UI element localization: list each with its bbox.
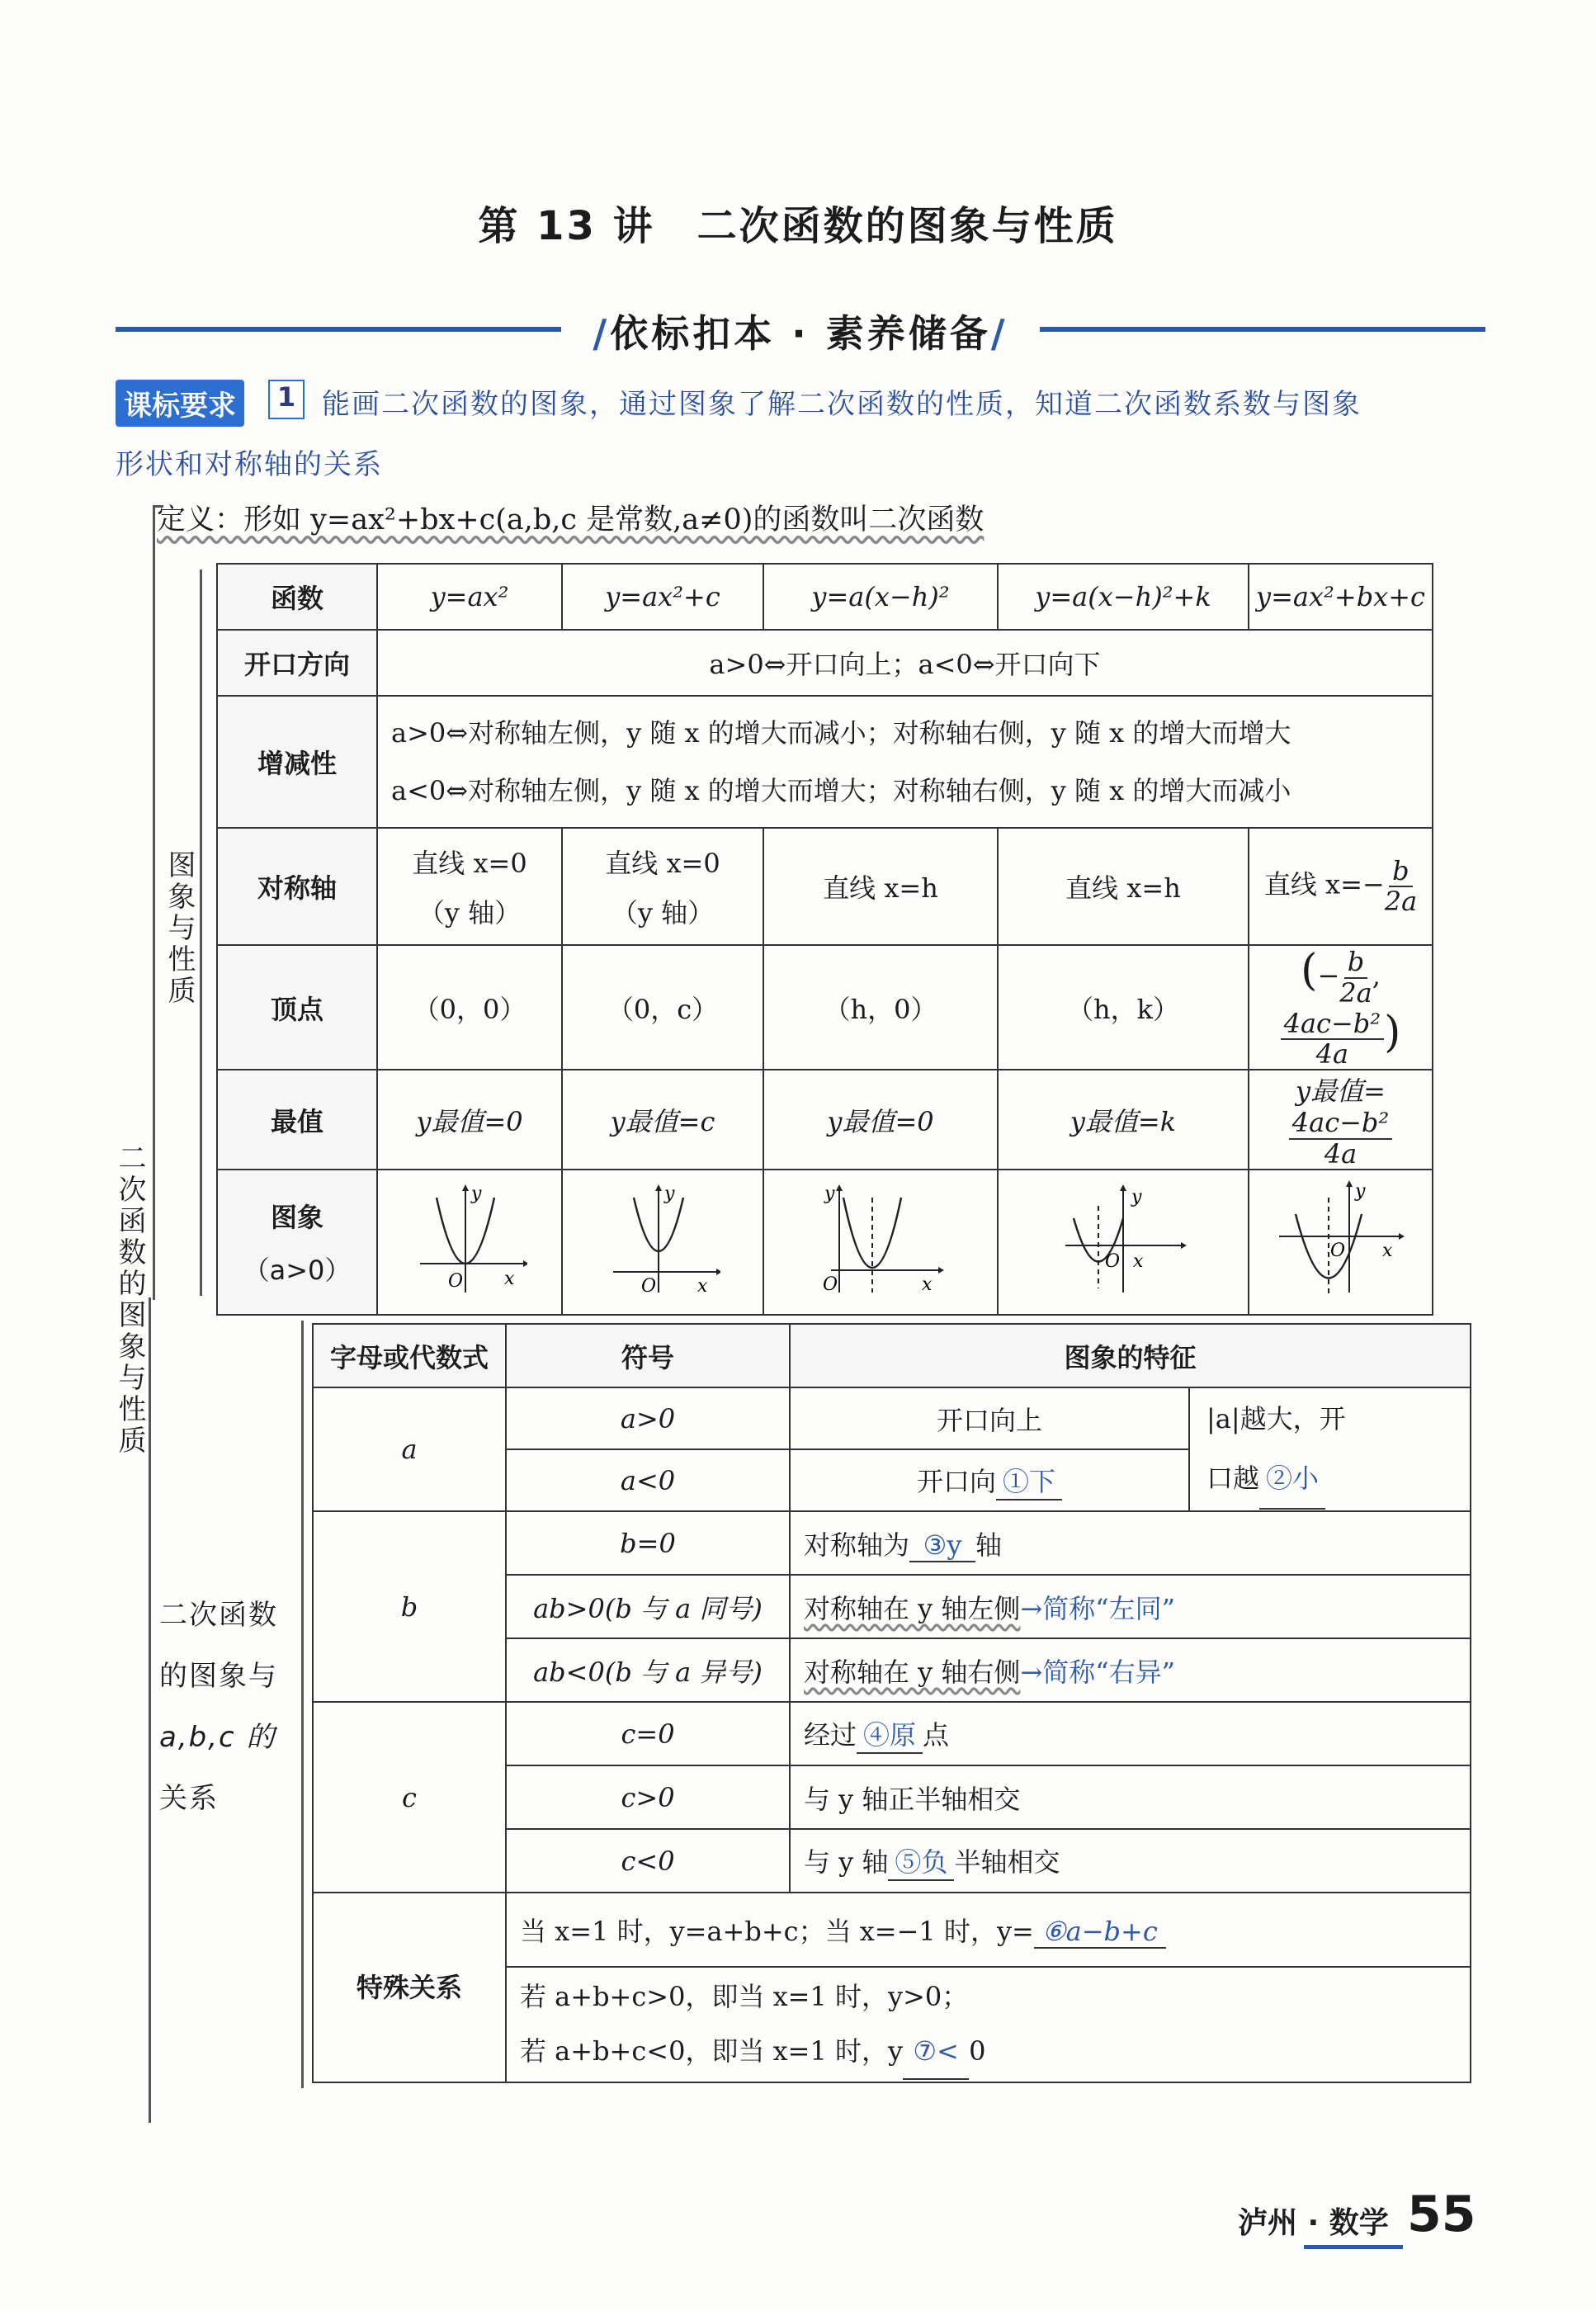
svg-text:O: O [448, 1270, 464, 1292]
b-feature-3 [790, 1638, 1471, 1702]
svg-text:x: x [1381, 1240, 1392, 1261]
answer-1: ①下 [996, 1461, 1062, 1500]
svg-text:x: x [697, 1275, 708, 1297]
coefficient-table [312, 1323, 1471, 2083]
b-feature-2-text: 对称轴在 y 轴左侧 [804, 1592, 1021, 1624]
open-text: a>0⇔开口向上；a<0⇔开口向下 [377, 630, 1433, 696]
th-axis: 对称轴 [217, 828, 377, 945]
extreme-3: y最值=0 [763, 1070, 998, 1169]
answer-7: ⑦< [903, 2024, 969, 2080]
extreme-frac-n: 4ac−b² [1289, 1108, 1392, 1139]
special-row-1 [506, 1893, 1471, 1967]
coef-label-1: 二次函数 [159, 1599, 278, 1632]
special-3-tail: 0 [969, 2035, 986, 2067]
b-sign-2: ab>0(b 与 a 同号) [506, 1575, 790, 1638]
c-feature-3-tail: 半轴相交 [954, 1845, 1060, 1878]
c-sign-1: c=0 [506, 1702, 790, 1765]
a-feature-1: 开口向上 [790, 1387, 1189, 1449]
special-1-text: 当 x=1 时，y=a+b+c；当 x=−1 时，y= [520, 1916, 1034, 1947]
axis-2-sub: （y 轴） [611, 897, 715, 929]
brace-props [200, 569, 207, 1296]
section-banner: /依标扣本 · 素养储备/ [561, 304, 1040, 358]
row-c: c [313, 1702, 506, 1893]
graph-1 [377, 1170, 562, 1315]
label-graph-props: 图象与性质 [163, 850, 196, 1007]
th-extreme: 最值 [217, 1070, 377, 1169]
coef-label-3: a,b,c 的 [159, 1721, 276, 1754]
axis-1 [377, 828, 562, 945]
parabola-graph-4 [1057, 1181, 1189, 1297]
svg-text:O: O [641, 1275, 657, 1297]
answer-3: ③y [909, 1529, 975, 1562]
vertex-1: （0，0） [377, 945, 562, 1070]
th-feature: 图象的特征 [790, 1324, 1471, 1387]
b-sign-1: b=0 [506, 1511, 790, 1575]
func-4: y=a(x−h)²+k [998, 564, 1249, 630]
parabola-graph-1 [412, 1181, 527, 1297]
parabola-graph-5 [1271, 1177, 1411, 1301]
th-graph [217, 1170, 377, 1315]
th-letter: 字母或代数式 [313, 1324, 506, 1387]
vertex-frac-n2: 4ac−b² [1281, 1009, 1384, 1040]
monotonic-line-1: a>0⇔对称轴左侧，y 随 x 的增大而减小；对称轴右侧，y 随 x 的增大而增大 [391, 717, 1291, 749]
c-feature-1 [790, 1702, 1471, 1765]
graph-5 [1249, 1170, 1433, 1315]
th-open: 开口方向 [217, 630, 377, 696]
vertex-frac-n1: b [1344, 948, 1367, 978]
a-feature-2-text: 开口向 [916, 1465, 996, 1497]
a-feature-2 [790, 1449, 1189, 1511]
vertex-2: （0，c） [562, 945, 763, 1070]
svg-text:O: O [1329, 1240, 1345, 1261]
brace-coef [301, 1321, 309, 2088]
axis-frac-d: 2a [1384, 886, 1418, 917]
th-vertex: 顶点 [217, 945, 377, 1070]
definition: 定义：形如 y=ax²+bx+c(a,b,c 是常数,a≠0)的函数叫二次函数 [157, 503, 985, 536]
graph-label: 图象 [270, 1201, 323, 1233]
func-3: y=a(x−h)² [763, 564, 998, 630]
banner-line-right [1040, 327, 1485, 332]
extreme-1: y最值=0 [377, 1070, 562, 1169]
c-feature-2: 与 y 轴正半轴相交 [790, 1765, 1471, 1829]
label-coef [159, 1585, 278, 1829]
axis-5 [1249, 828, 1433, 945]
b-feature-1 [790, 1511, 1471, 1575]
svg-text:y: y [471, 1183, 482, 1204]
svg-text:x: x [922, 1274, 933, 1295]
monotonic-text [377, 696, 1433, 828]
axis-2-text: 直线 x=0 [605, 848, 720, 879]
axis-3: 直线 x=h [763, 828, 998, 945]
requirement-line-1: 能画二次函数的图象，通过图象了解二次函数的性质，知道二次函数系数与图象 [322, 388, 1362, 421]
vertex-3: （h，0） [763, 945, 998, 1070]
b-feature-1-text: 对称轴为 [804, 1529, 910, 1561]
banner-text: 依标扣本 · 素养储备 [610, 311, 991, 356]
a-sign-1: a>0 [506, 1387, 790, 1449]
svg-text:O: O [1105, 1250, 1121, 1272]
footer-text: 泸州 · 数学 [1238, 2206, 1389, 2240]
graph-4 [998, 1170, 1249, 1315]
banner-line-left [116, 327, 561, 332]
vertex-frac-d1: 2a [1339, 976, 1372, 1009]
func-1: y=ax² [377, 564, 562, 630]
axis-5-text: 直线 x=− [1263, 868, 1385, 900]
extreme-5-lhs: y最值= [1296, 1075, 1386, 1108]
axis-1-text: 直线 x=0 [412, 848, 527, 879]
th-monotonic: 增减性 [217, 696, 377, 828]
th-function: 函数 [217, 564, 377, 630]
graph-sub: （a>0） [243, 1254, 352, 1286]
a-note-line-1: |a|越大，开 [1206, 1403, 1346, 1434]
func-5: y=ax²+bx+c [1249, 564, 1433, 630]
c-sign-3: c<0 [506, 1829, 790, 1893]
extreme-5 [1249, 1070, 1433, 1169]
c-feature-1-tail: 点 [923, 1718, 950, 1751]
coef-label-2: 的图象与 [159, 1660, 278, 1693]
answer-4: ④原 [857, 1714, 923, 1754]
graph-3 [763, 1170, 998, 1315]
answer-5: ⑤负 [888, 1841, 954, 1881]
a-note-line-2: 口越 [1206, 1463, 1260, 1494]
axis-4: 直线 x=h [998, 828, 1249, 945]
axis-2 [562, 828, 763, 945]
b-feature-3-text: 对称轴在 y 轴右侧 [804, 1656, 1021, 1688]
a-note [1189, 1387, 1471, 1511]
b-feature-2-note: →简称“左同” [1020, 1592, 1175, 1624]
b-feature-3-note: →简称“右异” [1020, 1656, 1175, 1688]
coef-label-4: 关系 [159, 1782, 219, 1815]
c-feature-1-text: 经过 [804, 1718, 857, 1751]
label-main: 二次函数的图象与性质 [113, 1143, 146, 1457]
page-title: 第 13 讲 二次函数的图象与性质 [478, 203, 1118, 249]
requirement-line-2: 形状和对称轴的关系 [116, 448, 383, 481]
c-feature-3-text: 与 y 轴 [804, 1845, 889, 1878]
page-number: 55 [1407, 2186, 1476, 2243]
special-label: 特殊关系 [313, 1893, 506, 2082]
axis-5-frac [1384, 854, 1418, 917]
c-feature-3 [790, 1829, 1471, 1893]
svg-text:x: x [504, 1268, 515, 1289]
b-feature-2 [790, 1575, 1471, 1638]
extreme-4: y最值=k [998, 1070, 1249, 1169]
requirement-badge: 课标要求 [116, 380, 244, 427]
vertex-frac-d2: 4a [1315, 1038, 1349, 1070]
extreme-2: y最值=c [562, 1070, 763, 1169]
monotonic-line-2: a<0⇔对称轴左侧，y 随 x 的增大而增大；对称轴右侧，y 随 x 的增大而减小 [391, 775, 1291, 806]
svg-text:y: y [1354, 1180, 1365, 1202]
axis-frac-n: b [1389, 857, 1412, 887]
parabola-graph-2 [605, 1181, 720, 1297]
svg-text:y: y [664, 1183, 675, 1204]
vertex-5: (− $\frac{b}{2a}$ , $\frac{\text{4ac−b²}}{4a}$ ) [1249, 945, 1433, 1070]
func-2: y=ax²+c [562, 564, 763, 630]
special-row-2 [506, 1967, 1471, 2082]
answer-2: ②小 [1259, 1449, 1325, 1510]
row-b: b [313, 1511, 506, 1702]
row-a: a [313, 1387, 506, 1511]
th-sign: 符号 [506, 1324, 790, 1387]
extreme-frac-d: 4a [1324, 1137, 1358, 1170]
svg-text:x: x [1133, 1250, 1144, 1272]
svg-text:y: y [824, 1183, 835, 1204]
svg-text:O: O [823, 1274, 838, 1295]
a-sign-2: a<0 [506, 1449, 790, 1511]
b-feature-1-tail: 轴 [975, 1529, 1003, 1561]
vertex-4: （h，k） [998, 945, 1249, 1070]
special-3-text: 若 a+b+c<0，即当 x=1 时，y [520, 2035, 904, 2067]
answer-6: ⑥a−b+c [1034, 1916, 1166, 1949]
parabola-graph-3 [815, 1181, 947, 1297]
svg-text:y: y [1131, 1186, 1142, 1207]
requirement-number: 1 [268, 380, 305, 419]
axis-1-sub: （y 轴） [418, 897, 522, 929]
special-2-text: 若 a+b+c>0，即当 x=1 时，y>0； [520, 1981, 969, 2012]
c-sign-2: c>0 [506, 1765, 790, 1829]
b-sign-3: ab<0(b 与 a 异号) [506, 1638, 790, 1702]
footer-line [1304, 2245, 1403, 2249]
graph-2 [562, 1170, 763, 1315]
properties-table [216, 563, 1433, 1316]
